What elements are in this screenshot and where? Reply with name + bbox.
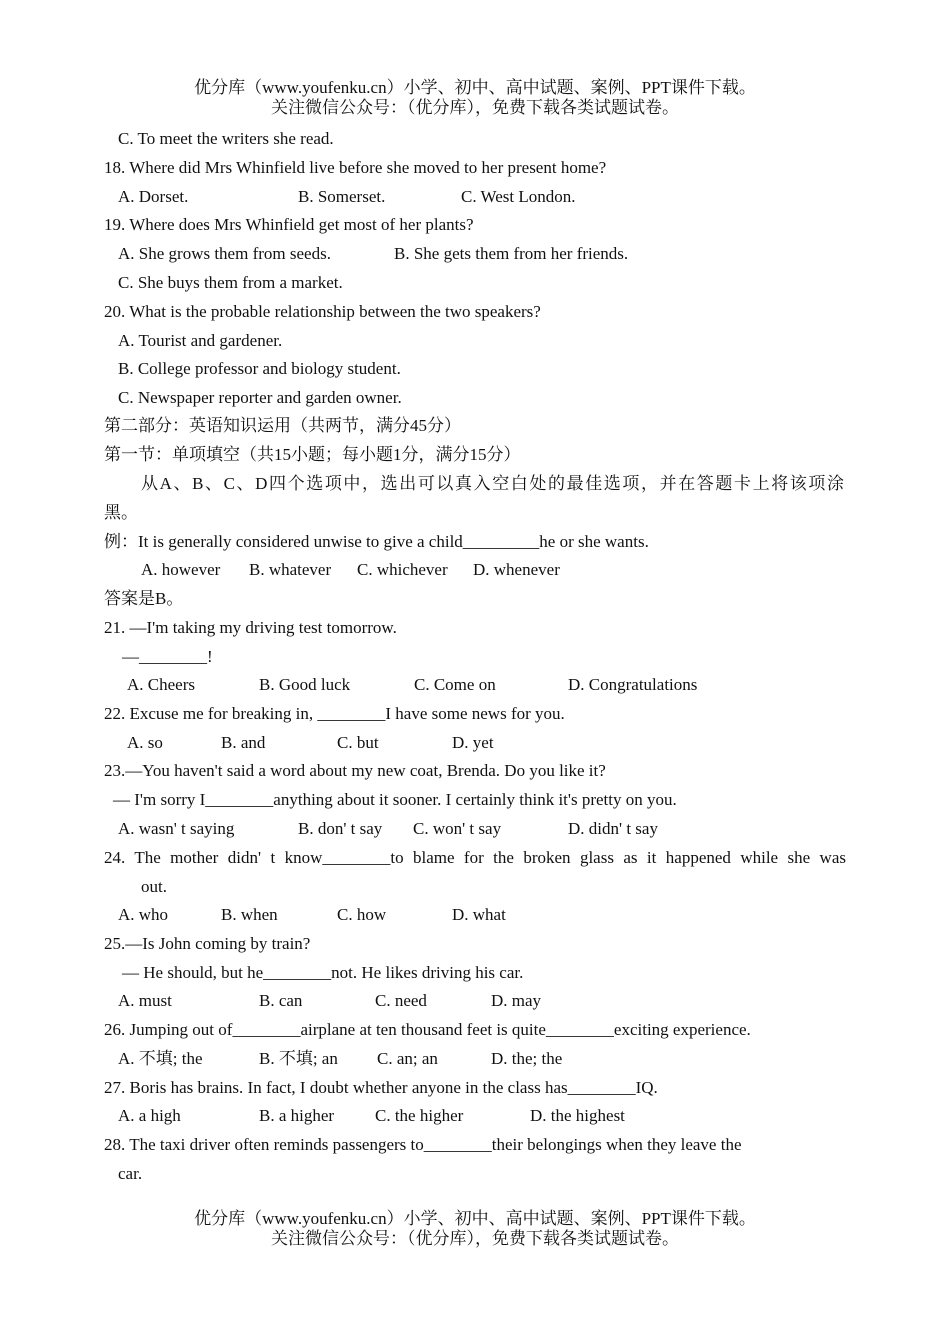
footer-line-1: 优分库（www.youfenku.cn）小学、初中、高中试题、案例、PPT课件下载。 — [194, 1209, 756, 1228]
text-line: 例：It is generally considered unwise to give a child_________he or she wants. — [104, 532, 649, 551]
text-line: A. who — [118, 905, 169, 924]
text-line: car. — [118, 1164, 143, 1183]
page-header — [0, 78, 950, 118]
text-line: B. a higher — [259, 1106, 335, 1125]
text-line: B. when — [221, 905, 278, 924]
text-line: B. College professor and biology student. — [118, 359, 401, 378]
text-line: C. won' t say — [413, 819, 502, 838]
text-line: A. Dorset. — [118, 187, 189, 206]
text-line: A. a high — [118, 1106, 181, 1125]
text-line: C. Newspaper reporter and garden owner. — [118, 388, 402, 407]
text-line: 19. Where does Mrs Whinfield get most of her plants? — [104, 215, 474, 234]
text-line: C. She buys them from a market. — [118, 273, 343, 292]
text-line: A. 不填; the — [118, 1049, 203, 1068]
page-footer — [0, 1209, 950, 1249]
text-line: out. — [141, 877, 167, 896]
text-line: —________! — [122, 647, 213, 666]
text-line: A. must — [118, 991, 172, 1010]
text-line: 20. What is the probable relationship between the two speakers? — [104, 302, 541, 321]
footer-line-2: 关注微信公众号：（优分库），免费下载各类试题试卷。 — [271, 1229, 679, 1248]
text-line: C. To meet the writers she read. — [118, 129, 334, 148]
text-line: C. how — [337, 905, 387, 924]
text-line: B. Somerset. — [298, 187, 386, 206]
text-line: C. West London. — [461, 187, 576, 206]
text-line: B. She gets them from her friends. — [394, 244, 629, 263]
text-line: D. may — [491, 991, 542, 1010]
text-line: D. the highest — [530, 1106, 625, 1125]
text-line: C. but — [337, 733, 379, 752]
text-line: A. so — [127, 733, 163, 752]
text-line: D. didn' t say — [568, 819, 658, 838]
text-line: C. need — [375, 991, 427, 1010]
text-line: D. yet — [452, 733, 494, 752]
text-line: 22. Excuse me for breaking in, ________I have some news for you. — [104, 704, 565, 723]
text-line: D. the; the — [491, 1049, 563, 1068]
text-line: B. and — [221, 733, 266, 752]
header-line-1: 优分库（www.youfenku.cn）小学、初中、高中试题、案例、PPT课件下载。 — [194, 78, 756, 97]
text-line: B. don' t say — [298, 819, 383, 838]
header-line-2: 关注微信公众号：（优分库），免费下载各类试题试卷。 — [271, 98, 679, 117]
text-line: C. Come on — [414, 675, 496, 694]
text-line: D. whenever — [473, 560, 560, 579]
text-line: 答案是B。 — [104, 589, 184, 608]
text-line: A. Tourist and gardener. — [118, 331, 283, 350]
text-line: C. an; an — [377, 1049, 438, 1068]
text-line: B. can — [259, 991, 303, 1010]
text-line: A. She grows them from seeds. — [118, 244, 331, 263]
text-line: B. whatever — [249, 560, 332, 579]
text-line: 第一节：单项填空（共15小题；每小题1分，满分15分） — [104, 445, 521, 464]
text-line: 从A、B、C、D四个选项中，选出可以真入空白处的最佳选项，并在答题卡上将该项涂 — [141, 474, 844, 493]
text-line: 24. The mother didn' t know________to blame for the broken glass as it happened while she was — [104, 848, 846, 867]
text-line: 21. —I'm taking my driving test tomorrow. — [104, 618, 397, 637]
text-line: 28. The taxi driver often reminds passengers to________their belongings when they leave the — [104, 1135, 742, 1154]
text-line: A. Cheers — [127, 675, 195, 694]
text-line: D. Congratulations — [568, 675, 698, 694]
text-line: 第二部分：英语知识运用（共两节，满分45分） — [104, 416, 461, 435]
text-line: 23.—You haven't said a word about my new coat, Brenda. Do you like it? — [104, 761, 606, 780]
text-line: B. 不填; an — [259, 1049, 338, 1068]
text-line: 26. Jumping out of________airplane at ten thousand feet is quite________exciting experience. — [104, 1020, 751, 1039]
text-line: D. what — [452, 905, 506, 924]
text-line: — He should, but he________not. He likes driving his car. — [122, 963, 524, 982]
text-line: B. Good luck — [259, 675, 351, 694]
text-line: 27. Boris has brains. In fact, I doubt whether anyone in the class has________IQ. — [104, 1078, 658, 1097]
text-line: A. wasn' t saying — [118, 819, 235, 838]
text-line: C. whichever — [357, 560, 448, 579]
text-line: — I'm sorry I________anything about it sooner. I certainly think it's pretty on you. — [113, 790, 677, 809]
text-line: 25.—Is John coming by train? — [104, 934, 311, 953]
text-line: 18. Where did Mrs Whinfield live before she moved to her present home? — [104, 158, 607, 177]
text-line: C. the higher — [375, 1106, 464, 1125]
text-line: 黑。 — [104, 503, 138, 522]
text-line: A. however — [141, 560, 221, 579]
